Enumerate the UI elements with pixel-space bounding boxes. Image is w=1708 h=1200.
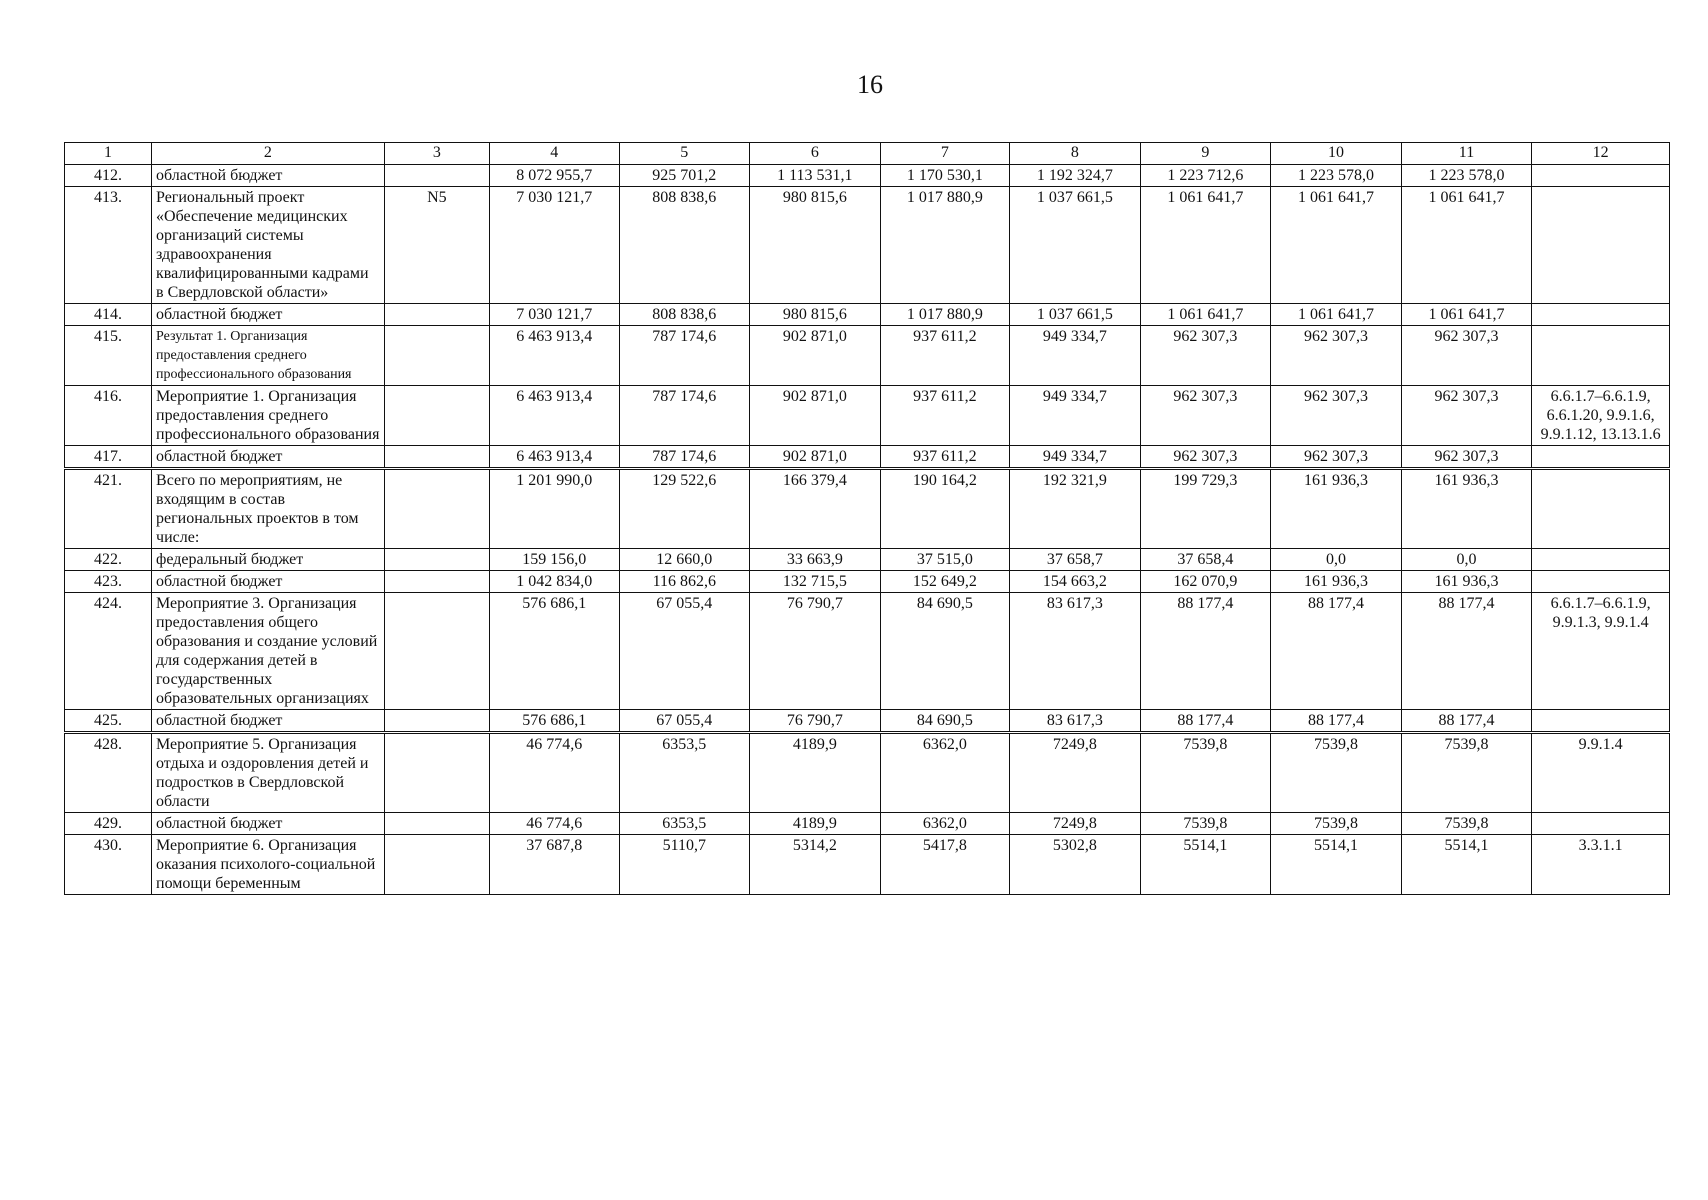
row-value: 1 113 531,1 [750, 165, 881, 187]
row-number: 412. [65, 165, 152, 187]
row-value: 7249,8 [1010, 813, 1141, 835]
row-value: 1 061 641,7 [1271, 187, 1402, 304]
row-value: 7 030 121,7 [490, 187, 620, 304]
row-code [384, 593, 489, 710]
row-value: 787 174,6 [619, 446, 750, 469]
row-value: 6362,0 [880, 813, 1010, 835]
row-value: 6 463 913,4 [490, 326, 620, 386]
row-value: 1 042 834,0 [490, 571, 620, 593]
row-value: 159 156,0 [490, 549, 620, 571]
row-code [384, 304, 489, 326]
row-value: 949 334,7 [1010, 386, 1141, 446]
row-number: 424. [65, 593, 152, 710]
table-row [65, 386, 1670, 446]
row-code [384, 733, 489, 813]
table-row [65, 571, 1670, 593]
row-targets [1532, 187, 1670, 304]
row-value: 4189,9 [750, 813, 881, 835]
row-targets [1532, 571, 1670, 593]
row-number: 425. [65, 710, 152, 733]
row-value: 8 072 955,7 [490, 165, 620, 187]
row-value: 190 164,2 [880, 469, 1010, 549]
col-header: 1 [65, 143, 152, 165]
row-code [384, 835, 489, 895]
row-number: 413. [65, 187, 152, 304]
row-value: 787 174,6 [619, 386, 750, 446]
row-code: N5 [384, 187, 489, 304]
row-number: 430. [65, 835, 152, 895]
row-value: 962 307,3 [1140, 326, 1271, 386]
row-name: Мероприятие 6. Организация оказания психолого-социальной помощи беременным [152, 835, 385, 895]
row-targets [1532, 549, 1670, 571]
row-name: федеральный бюджет [152, 549, 385, 571]
row-value: 199 729,3 [1140, 469, 1271, 549]
row-value: 1 017 880,9 [880, 304, 1010, 326]
row-value: 37 658,4 [1140, 549, 1271, 571]
row-value: 5514,1 [1140, 835, 1271, 895]
row-name: областной бюджет [152, 446, 385, 469]
row-value: 1 223 578,0 [1271, 165, 1402, 187]
row-name: Мероприятие 3. Организация предоставления общего образования и создание условий для содержания детей в государственных образовательных организациях [152, 593, 385, 710]
row-targets: 3.3.1.1 [1532, 835, 1670, 895]
row-value: 6353,5 [619, 813, 750, 835]
row-value: 192 321,9 [1010, 469, 1141, 549]
row-value: 787 174,6 [619, 326, 750, 386]
row-value: 5110,7 [619, 835, 750, 895]
row-value: 7249,8 [1010, 733, 1141, 813]
row-value: 88 177,4 [1271, 593, 1402, 710]
row-value: 84 690,5 [880, 593, 1010, 710]
row-value: 7539,8 [1401, 813, 1532, 835]
row-value: 83 617,3 [1010, 593, 1141, 710]
header-row [65, 143, 1670, 165]
table-row [65, 835, 1670, 895]
row-number: 414. [65, 304, 152, 326]
table-row [65, 304, 1670, 326]
row-targets: 9.9.1.4 [1532, 733, 1670, 813]
row-value: 980 815,6 [750, 187, 881, 304]
row-value: 0,0 [1401, 549, 1532, 571]
row-value: 962 307,3 [1271, 446, 1402, 469]
col-header: 6 [750, 143, 881, 165]
row-value: 1 061 641,7 [1271, 304, 1402, 326]
row-value: 161 936,3 [1401, 571, 1532, 593]
row-value: 162 070,9 [1140, 571, 1271, 593]
row-value: 962 307,3 [1401, 446, 1532, 469]
row-value: 925 701,2 [619, 165, 750, 187]
row-value: 88 177,4 [1401, 593, 1532, 710]
row-number: 415. [65, 326, 152, 386]
row-value: 1 061 641,7 [1140, 304, 1271, 326]
row-code [384, 813, 489, 835]
col-header: 2 [152, 143, 385, 165]
row-value: 83 617,3 [1010, 710, 1141, 733]
row-targets: 6.6.1.7–6.6.1.9, 6.6.1.20, 9.9.1.6, 9.9.1.12, 13.13.1.6 [1532, 386, 1670, 446]
row-value: 7539,8 [1271, 733, 1402, 813]
row-value: 576 686,1 [490, 593, 620, 710]
col-header: 11 [1401, 143, 1532, 165]
row-code [384, 710, 489, 733]
table-row [65, 593, 1670, 710]
row-value: 808 838,6 [619, 304, 750, 326]
col-header: 10 [1271, 143, 1402, 165]
row-value: 962 307,3 [1401, 326, 1532, 386]
row-code [384, 571, 489, 593]
row-value: 67 055,4 [619, 593, 750, 710]
row-value: 1 017 880,9 [880, 187, 1010, 304]
row-targets [1532, 813, 1670, 835]
row-value: 962 307,3 [1271, 386, 1402, 446]
col-header: 9 [1140, 143, 1271, 165]
row-value: 7539,8 [1271, 813, 1402, 835]
row-value: 902 871,0 [750, 326, 881, 386]
row-value: 5302,8 [1010, 835, 1141, 895]
row-value: 1 037 661,5 [1010, 187, 1141, 304]
row-value: 132 715,5 [750, 571, 881, 593]
row-value: 7539,8 [1140, 813, 1271, 835]
row-value: 576 686,1 [490, 710, 620, 733]
row-value: 166 379,4 [750, 469, 881, 549]
row-targets [1532, 165, 1670, 187]
row-value: 154 663,2 [1010, 571, 1141, 593]
row-targets [1532, 446, 1670, 469]
row-value: 37 515,0 [880, 549, 1010, 571]
row-value: 962 307,3 [1401, 386, 1532, 446]
row-value: 937 611,2 [880, 386, 1010, 446]
row-value: 0,0 [1271, 549, 1402, 571]
row-value: 88 177,4 [1271, 710, 1402, 733]
row-targets [1532, 326, 1670, 386]
row-value: 1 170 530,1 [880, 165, 1010, 187]
page-number: 16 [857, 70, 883, 99]
table-row [65, 549, 1670, 571]
row-value: 116 862,6 [619, 571, 750, 593]
table-row [65, 469, 1670, 549]
row-value: 84 690,5 [880, 710, 1010, 733]
table-row [65, 165, 1670, 187]
row-name: Всего по мероприятиям, не входящим в состав региональных проектов в том числе: [152, 469, 385, 549]
row-code [384, 165, 489, 187]
row-value: 949 334,7 [1010, 326, 1141, 386]
row-value: 88 177,4 [1140, 593, 1271, 710]
row-code [384, 386, 489, 446]
row-value: 152 649,2 [880, 571, 1010, 593]
row-name: областной бюджет [152, 710, 385, 733]
row-name: областной бюджет [152, 165, 385, 187]
row-number: 422. [65, 549, 152, 571]
budget-table [64, 142, 1670, 895]
row-name: областной бюджет [152, 304, 385, 326]
row-value: 962 307,3 [1140, 386, 1271, 446]
row-value: 980 815,6 [750, 304, 881, 326]
row-value: 37 687,8 [490, 835, 620, 895]
row-value: 161 936,3 [1401, 469, 1532, 549]
row-value: 37 658,7 [1010, 549, 1141, 571]
row-value: 6353,5 [619, 733, 750, 813]
row-code [384, 549, 489, 571]
row-number: 416. [65, 386, 152, 446]
table-row [65, 446, 1670, 469]
row-value: 7 030 121,7 [490, 304, 620, 326]
col-header: 3 [384, 143, 489, 165]
row-code [384, 326, 489, 386]
row-value: 6362,0 [880, 733, 1010, 813]
row-value: 5417,8 [880, 835, 1010, 895]
row-value: 161 936,3 [1271, 571, 1402, 593]
row-number: 429. [65, 813, 152, 835]
row-value: 1 037 661,5 [1010, 304, 1141, 326]
row-value: 33 663,9 [750, 549, 881, 571]
row-value: 1 061 641,7 [1401, 304, 1532, 326]
row-value: 937 611,2 [880, 326, 1010, 386]
table-row [65, 187, 1670, 304]
row-value: 129 522,6 [619, 469, 750, 549]
row-number: 428. [65, 733, 152, 813]
row-value: 76 790,7 [750, 593, 881, 710]
col-header: 4 [490, 143, 620, 165]
row-name: Результат 1. Организация предоставления среднего профессионального образования [152, 326, 385, 386]
row-value: 1 223 712,6 [1140, 165, 1271, 187]
row-value: 1 192 324,7 [1010, 165, 1141, 187]
col-header: 8 [1010, 143, 1141, 165]
table-row [65, 326, 1670, 386]
row-value: 7539,8 [1401, 733, 1532, 813]
row-code [384, 469, 489, 549]
row-number: 421. [65, 469, 152, 549]
row-value: 5514,1 [1271, 835, 1402, 895]
col-header: 7 [880, 143, 1010, 165]
row-value: 46 774,6 [490, 813, 620, 835]
row-targets [1532, 304, 1670, 326]
col-header: 12 [1532, 143, 1670, 165]
row-name: областной бюджет [152, 571, 385, 593]
row-number: 417. [65, 446, 152, 469]
row-name: Мероприятие 1. Организация предоставления среднего профессионального образования [152, 386, 385, 446]
row-targets [1532, 469, 1670, 549]
row-value: 5314,2 [750, 835, 881, 895]
table-row [65, 710, 1670, 733]
row-value: 46 774,6 [490, 733, 620, 813]
row-value: 5514,1 [1401, 835, 1532, 895]
row-code [384, 446, 489, 469]
row-targets: 6.6.1.7–6.6.1.9, 9.9.1.3, 9.9.1.4 [1532, 593, 1670, 710]
row-name: Мероприятие 5. Организация отдыха и оздоровления детей и подростков в Свердловской области [152, 733, 385, 813]
row-value: 12 660,0 [619, 549, 750, 571]
row-value: 6 463 913,4 [490, 446, 620, 469]
row-value: 88 177,4 [1140, 710, 1271, 733]
row-value: 1 223 578,0 [1401, 165, 1532, 187]
row-value: 67 055,4 [619, 710, 750, 733]
row-name: Региональный проект «Обеспечение медицинских организаций системы здравоохранения квалифицированными кадрами в Свердловской области» [152, 187, 385, 304]
row-value: 937 611,2 [880, 446, 1010, 469]
row-value: 902 871,0 [750, 386, 881, 446]
row-value: 88 177,4 [1401, 710, 1532, 733]
row-value: 962 307,3 [1271, 326, 1402, 386]
row-value: 902 871,0 [750, 446, 881, 469]
row-value: 76 790,7 [750, 710, 881, 733]
table-row [65, 733, 1670, 813]
row-value: 1 061 641,7 [1140, 187, 1271, 304]
row-value: 1 201 990,0 [490, 469, 620, 549]
col-header: 5 [619, 143, 750, 165]
row-number: 423. [65, 571, 152, 593]
row-value: 6 463 913,4 [490, 386, 620, 446]
row-value: 161 936,3 [1271, 469, 1402, 549]
row-value: 7539,8 [1140, 733, 1271, 813]
row-targets [1532, 710, 1670, 733]
row-value: 1 061 641,7 [1401, 187, 1532, 304]
row-value: 962 307,3 [1140, 446, 1271, 469]
row-name: областной бюджет [152, 813, 385, 835]
row-value: 949 334,7 [1010, 446, 1141, 469]
table-row [65, 813, 1670, 835]
row-value: 808 838,6 [619, 187, 750, 304]
row-value: 4189,9 [750, 733, 881, 813]
